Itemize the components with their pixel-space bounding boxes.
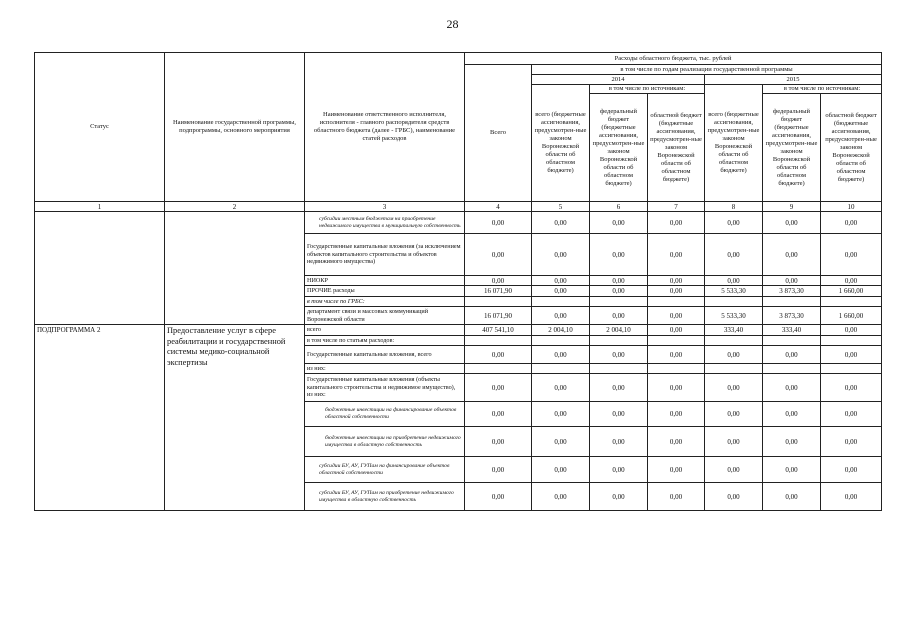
header-program-name: Наименование государственной программы, подпрограммы, основного мероприятия: [165, 53, 305, 202]
column-number: 5: [532, 202, 590, 212]
amount-cell: 0,00: [532, 286, 590, 297]
row-label: Государственные капитальные вложения (за исключением объектов капитального строительства и объектов недвижимого имущества): [305, 234, 465, 276]
page-number: 28: [446, 17, 459, 31]
column-number: 7: [648, 202, 705, 212]
amount-cell: 0,00: [763, 402, 821, 427]
amount-cell: 0,00: [705, 374, 763, 402]
amount-cell: 0,00: [532, 307, 590, 325]
amount-cell: [821, 297, 882, 307]
amount-cell: 0,00: [590, 427, 648, 457]
row-label: из них:: [305, 364, 465, 374]
row-label: ПРОЧИЕ расходы: [305, 286, 465, 297]
amount-cell: [465, 297, 532, 307]
amount-cell: 0,00: [590, 276, 648, 286]
subprogram-status: ПОДПРОГРАММА 2: [35, 325, 165, 511]
header-regional-2015: областной бюджет (бюджетные ассигнования, предусмотрен-ные законом Воронежской области об областном бюджете): [821, 94, 882, 202]
column-number: 9: [763, 202, 821, 212]
row-label: субсидии местным бюджетам на приобретение недвижимого имущества в муниципальную собственность: [305, 212, 465, 234]
amount-cell: 0,00: [763, 276, 821, 286]
header-all-budget-2014: всего (бюджетные ассигнования, предусмотрен-ные законом Воронежской области об областном бюджете): [532, 85, 590, 202]
amount-cell: 0,00: [763, 346, 821, 364]
amount-cell: [648, 364, 705, 374]
amount-cell: 0,00: [465, 212, 532, 234]
amount-cell: 0,00: [705, 483, 763, 511]
amount-cell: [465, 336, 532, 346]
amount-cell: 0,00: [821, 234, 882, 276]
previous-section-rows: [35, 212, 882, 325]
header-all-budget-2015: всего (бюджетные ассигнования, предусмотрен-ные законом Воронежской области об областном бюджете): [705, 85, 763, 202]
row-label: субсидии БУ, АУ, ГУПам на приобретение недвижимого имущества в областную собственность: [305, 483, 465, 511]
header-regional-2014: областной бюджет (бюджетные ассигнования, предусмотрен-ные законом Воронежской области об областном бюджете): [648, 94, 705, 202]
amount-cell: 0,00: [648, 234, 705, 276]
amount-cell: 0,00: [821, 346, 882, 364]
column-number: 8: [705, 202, 763, 212]
amount-cell: 0,00: [648, 346, 705, 364]
amount-cell: 16 071,90: [465, 286, 532, 297]
amount-cell: [763, 364, 821, 374]
amount-cell: [821, 364, 882, 374]
table-row: [35, 325, 882, 336]
amount-cell: [648, 297, 705, 307]
amount-cell: 0,00: [532, 212, 590, 234]
amount-cell: 0,00: [590, 483, 648, 511]
amount-cell: 0,00: [532, 374, 590, 402]
amount-cell: 16 071,90: [465, 307, 532, 325]
column-numbers-row: [35, 202, 882, 212]
amount-cell: [763, 336, 821, 346]
amount-cell: 0,00: [821, 427, 882, 457]
amount-cell: 0,00: [648, 374, 705, 402]
amount-cell: [705, 364, 763, 374]
amount-cell: 2 004,10: [532, 325, 590, 336]
header-expenses-title: Расходы областного бюджета, тыс. рублей: [465, 53, 882, 65]
table-row: [35, 212, 882, 234]
amount-cell: 0,00: [590, 307, 648, 325]
amount-cell: 407 541,10: [465, 325, 532, 336]
amount-cell: 0,00: [705, 346, 763, 364]
amount-cell: 0,00: [763, 234, 821, 276]
amount-cell: 0,00: [648, 325, 705, 336]
header-federal-2014: федеральный бюджет (бюджетные ассигнования, предусмотрен-ные законом Воронежской области об областном бюджете): [590, 94, 648, 202]
header-total: Всего: [465, 65, 532, 202]
amount-cell: [705, 336, 763, 346]
amount-cell: 0,00: [590, 212, 648, 234]
amount-cell: 0,00: [705, 457, 763, 483]
header-by-years: в том числе по годам реализации государственной программы: [532, 65, 882, 75]
row-label: бюджетные инвестиции на приобретение недвижимого имущества в областную собственность: [305, 427, 465, 457]
amount-cell: 0,00: [590, 374, 648, 402]
amount-cell: [648, 336, 705, 346]
amount-cell: [465, 364, 532, 374]
amount-cell: 0,00: [465, 427, 532, 457]
amount-cell: [705, 297, 763, 307]
amount-cell: 0,00: [648, 457, 705, 483]
amount-cell: 0,00: [821, 212, 882, 234]
amount-cell: 0,00: [648, 483, 705, 511]
amount-cell: 0,00: [821, 402, 882, 427]
amount-cell: 0,00: [705, 212, 763, 234]
column-number: 10: [821, 202, 882, 212]
column-number: 1: [35, 202, 165, 212]
amount-cell: 333,40: [705, 325, 763, 336]
column-number: 6: [590, 202, 648, 212]
amount-cell: 0,00: [532, 402, 590, 427]
header-status: Статус: [35, 53, 165, 202]
amount-cell: 0,00: [465, 402, 532, 427]
amount-cell: 0,00: [763, 457, 821, 483]
amount-cell: 0,00: [532, 457, 590, 483]
amount-cell: [532, 336, 590, 346]
header-federal-2015: федеральный бюджет (бюджетные ассигнования, предусмотрен-ные законом Воронежской области об областном бюджете): [763, 94, 821, 202]
amount-cell: 0,00: [763, 212, 821, 234]
amount-cell: 3 873,30: [763, 307, 821, 325]
column-number: 2: [165, 202, 305, 212]
amount-cell: 0,00: [648, 276, 705, 286]
amount-cell: 0,00: [590, 234, 648, 276]
column-number: 3: [305, 202, 465, 212]
amount-cell: 0,00: [763, 483, 821, 511]
amount-cell: 0,00: [705, 234, 763, 276]
amount-cell: 0,00: [763, 374, 821, 402]
amount-cell: [532, 297, 590, 307]
row-label: всего: [305, 325, 465, 336]
amount-cell: 0,00: [532, 427, 590, 457]
budget-table: [34, 52, 882, 511]
amount-cell: 0,00: [821, 325, 882, 336]
header-by-sources-2014: в том числе по источникам:: [590, 85, 705, 94]
amount-cell: 0,00: [821, 276, 882, 286]
amount-cell: 0,00: [648, 427, 705, 457]
amount-cell: 333,40: [763, 325, 821, 336]
amount-cell: 0,00: [532, 276, 590, 286]
amount-cell: 0,00: [648, 307, 705, 325]
amount-cell: 0,00: [821, 483, 882, 511]
amount-cell: 0,00: [705, 276, 763, 286]
amount-cell: 3 873,30: [763, 286, 821, 297]
subprogram-2-rows: [35, 325, 882, 511]
amount-cell: 0,00: [821, 374, 882, 402]
row-label: департамент связи и массовых коммуникаций Воронежской области: [305, 307, 465, 325]
header-year-2014: 2014: [532, 75, 705, 85]
amount-cell: 0,00: [532, 234, 590, 276]
amount-cell: 0,00: [648, 402, 705, 427]
row-label: в том числе по статьям расходов:: [305, 336, 465, 346]
program-cell-empty: [165, 212, 305, 325]
amount-cell: 0,00: [590, 346, 648, 364]
amount-cell: [590, 297, 648, 307]
amount-cell: 0,00: [590, 286, 648, 297]
amount-cell: 0,00: [532, 346, 590, 364]
amount-cell: 2 004,10: [590, 325, 648, 336]
amount-cell: 5 533,30: [705, 307, 763, 325]
row-label: Государственные капитальные вложения, всего: [305, 346, 465, 364]
header-executor: Наименование ответственного исполнителя, исполнителя - главного распорядителя средств областного бюджета (далее - ГРБС), наименование статей расходов: [305, 53, 465, 202]
column-number: 4: [465, 202, 532, 212]
amount-cell: 0,00: [648, 212, 705, 234]
amount-cell: [821, 336, 882, 346]
amount-cell: 0,00: [465, 483, 532, 511]
amount-cell: [763, 297, 821, 307]
row-label: бюджетные инвестиции на финансирование объектов областной собственности: [305, 402, 465, 427]
row-label: субсидии БУ, АУ, ГУПам на финансирование объектов областной собственности: [305, 457, 465, 483]
amount-cell: 0,00: [821, 457, 882, 483]
amount-cell: 0,00: [705, 402, 763, 427]
amount-cell: 0,00: [465, 374, 532, 402]
amount-cell: 0,00: [465, 276, 532, 286]
subprogram-name: Предоставление услуг в сфере реабилитации и государственной системы медико-социальной экспертизы: [165, 325, 305, 511]
amount-cell: 0,00: [465, 457, 532, 483]
header-year-2015: 2015: [705, 75, 882, 85]
row-label: НИОКР: [305, 276, 465, 286]
amount-cell: 0,00: [465, 234, 532, 276]
amount-cell: 0,00: [648, 286, 705, 297]
table-header: [35, 53, 882, 212]
amount-cell: [532, 364, 590, 374]
header-by-sources-2015: в том числе по источникам:: [763, 85, 882, 94]
amount-cell: 0,00: [465, 346, 532, 364]
row-label: в том числе по ГРБС:: [305, 297, 465, 307]
amount-cell: 1 660,00: [821, 286, 882, 297]
amount-cell: [590, 336, 648, 346]
amount-cell: 1 660,00: [821, 307, 882, 325]
amount-cell: 0,00: [590, 457, 648, 483]
amount-cell: 5 533,30: [705, 286, 763, 297]
amount-cell: 0,00: [705, 427, 763, 457]
status-cell-empty: [35, 212, 165, 325]
amount-cell: 0,00: [763, 427, 821, 457]
amount-cell: 0,00: [532, 483, 590, 511]
row-label: Государственные капитальные вложения (объекты капитального строительства и недвижимое имущество), из них:: [305, 374, 465, 402]
amount-cell: [590, 364, 648, 374]
amount-cell: 0,00: [590, 402, 648, 427]
